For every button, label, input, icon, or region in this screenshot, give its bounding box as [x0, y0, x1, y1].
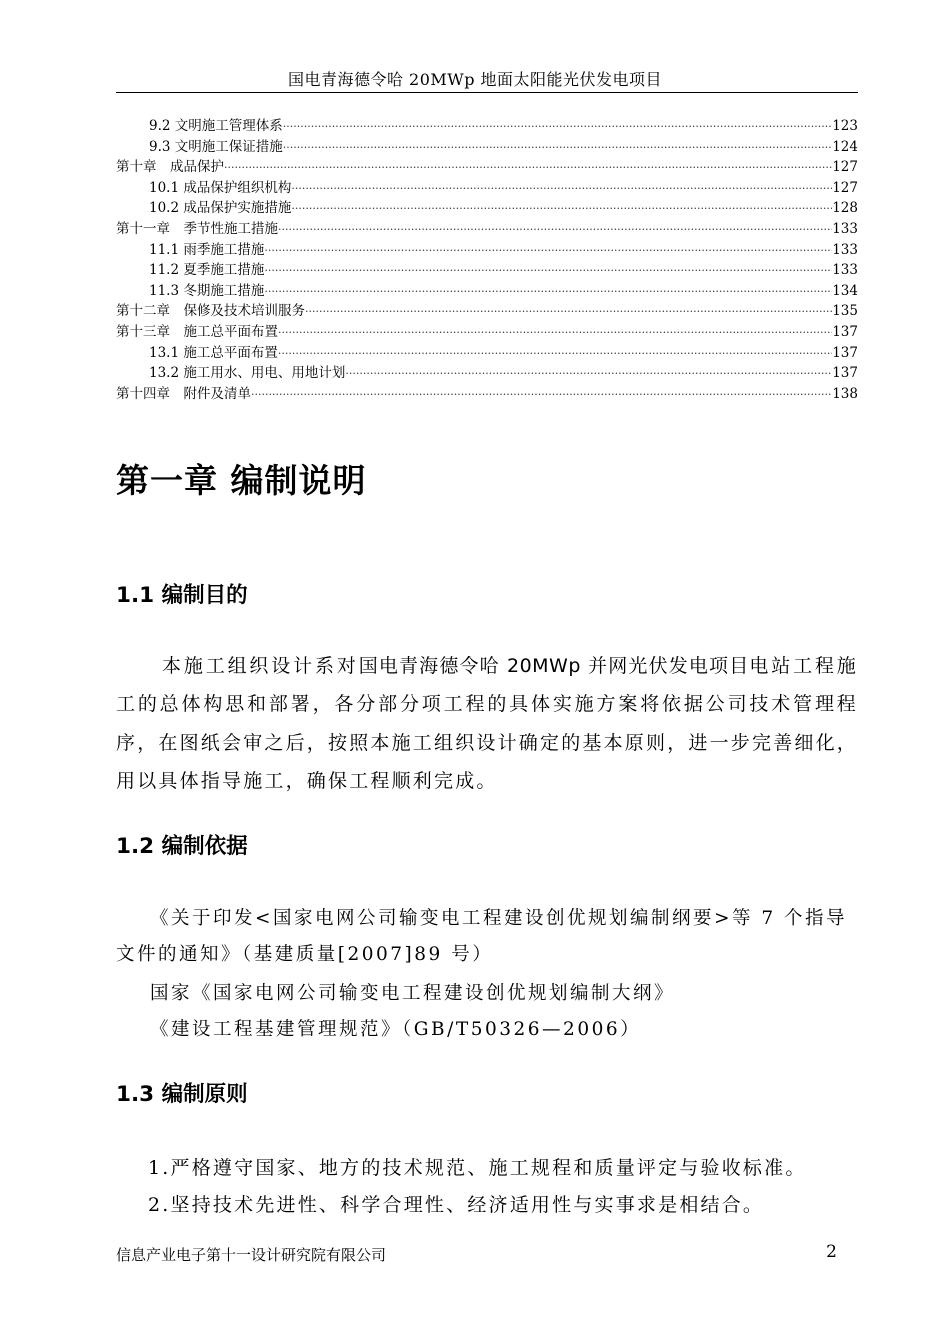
footer-company: 信息产业电子第十一设计研究院有限公司	[116, 1246, 387, 1264]
toc-entry-page: 137	[832, 365, 858, 382]
toc-entry[interactable]	[116, 301, 858, 322]
reference-item-1: 《关于印发<国家电网公司输变电工程建设创优规划编制纲要>等 7 个指导文件的通知》（基建质量[2007]89 号）	[116, 908, 848, 965]
toc-entry[interactable]	[116, 343, 858, 364]
section-title-1-2: 1.2 编制依据	[116, 834, 248, 859]
toc-entry-label: 第十二章 保修及技术培训服务	[116, 303, 305, 320]
toc-entry-page: 138	[832, 385, 858, 402]
section-1-1-paragraph	[116, 647, 858, 800]
toc-leader-dots	[264, 261, 832, 282]
chapter-title: 第一章 编制说明	[116, 461, 367, 500]
header-rule	[116, 92, 858, 93]
toc-leader-dots	[278, 220, 832, 241]
toc-entry-page: 133	[832, 220, 858, 237]
toc-entry-page: 128	[832, 200, 858, 217]
toc-entry[interactable]	[116, 198, 858, 219]
toc-leader-dots	[264, 241, 832, 262]
reference-item-2: 国家《国家电网公司输变电工程建设创优规划编制大纲》	[150, 983, 676, 1004]
toc-entry[interactable]	[116, 137, 858, 158]
toc-leader-dots	[283, 138, 832, 159]
toc-leader-dots	[291, 179, 832, 200]
toc-leader-dots	[345, 364, 832, 385]
toc-entry-label: 第十章 成品保护	[116, 159, 224, 176]
toc-entry[interactable]	[116, 384, 858, 405]
toc-entry-label: 9.2 文明施工管理体系	[149, 118, 283, 134]
principle-item-2: 2.坚持技术先进性、科学合理性、经济适用性与实事求是相结合。	[148, 1194, 765, 1216]
toc-entry[interactable]	[116, 116, 858, 137]
toc-entry-label: 第十一章 季节性施工措施	[116, 220, 278, 237]
toc-entry-page: 123	[832, 118, 858, 134]
toc-entry-label: 11.3 冬期施工措施	[149, 282, 265, 299]
paragraph-prefix: 本施工组织设计系对	[162, 655, 359, 677]
toc-entry[interactable]	[116, 363, 858, 384]
toc-entry[interactable]	[116, 219, 858, 240]
paragraph-suffix: 电站工程施工的总体构思和部署，各分部分项工程的具体实施方案将依据公司技术管理程序，在图纸会审之后，按照本施工组织设计确定的基本原则，进一步完善细化，用以具体指导施工，确保工程顺利完成。	[116, 655, 859, 792]
toc-entry-label: 10.2 成品保护实施措施	[149, 200, 292, 217]
section-title-1-1: 1.1 编制目的	[116, 583, 248, 608]
toc-entry-label: 13.2 施工用水、用电、用地计划	[149, 365, 346, 382]
toc-entry-label: 9.3 文明施工保证措施	[149, 138, 283, 155]
toc-entry[interactable]	[116, 240, 858, 261]
toc-leader-dots	[278, 344, 832, 365]
toc-entry[interactable]	[116, 281, 858, 302]
toc-entry-page: 127	[832, 159, 858, 176]
toc-entry[interactable]	[116, 178, 858, 199]
toc-entry-label: 10.1 成品保护组织机构	[149, 179, 292, 196]
toc-leader-dots	[264, 282, 832, 303]
toc-entry-page: 135	[832, 303, 858, 320]
toc-leader-dots	[224, 158, 832, 179]
toc-leader-dots	[251, 385, 832, 406]
toc-entry-page: 127	[832, 179, 858, 196]
toc-entry-label: 11.1 雨季施工措施	[149, 241, 265, 258]
toc-entry-page: 133	[832, 241, 858, 258]
toc-leader-dots	[305, 302, 832, 323]
toc-entry[interactable]	[116, 322, 858, 343]
toc-leader-dots	[278, 323, 832, 344]
toc-entry-label: 第十三章 施工总平面布置	[116, 323, 278, 340]
principle-item-1: 1.严格遵守国家、地方的技术规范、施工规程和质量评定与验收标准。	[148, 1157, 807, 1179]
toc-entry[interactable]	[116, 157, 858, 178]
toc-entry-label: 13.1 施工总平面布置	[149, 344, 278, 361]
footer-page-number: 2	[826, 1242, 837, 1262]
reference-item-3: 《建设工程基建管理规范》（GB/T50326—2006）	[150, 1019, 642, 1040]
running-header-title: 国电青海德令哈 20MWp 地面太阳能光伏发电项目	[287, 70, 663, 89]
toc-leader-dots	[291, 199, 832, 220]
toc-entry-page: 137	[832, 344, 858, 361]
toc-entry-page: 137	[832, 323, 858, 340]
toc-entry-label: 11.2 夏季施工措施	[149, 262, 265, 279]
toc-entry-page: 134	[832, 282, 858, 299]
section-title-1-3: 1.3 编制原则	[116, 1082, 248, 1107]
table-of-contents	[116, 116, 858, 404]
toc-entry[interactable]	[116, 260, 858, 281]
toc-entry-label: 第十四章 附件及清单	[116, 385, 251, 402]
toc-leader-dots	[283, 117, 832, 138]
toc-entry-page: 124	[832, 138, 858, 155]
project-name-emphasis: 国电青海德令哈 20MWp 并网光伏发电项目	[358, 655, 750, 677]
toc-entry-page: 133	[832, 262, 858, 279]
